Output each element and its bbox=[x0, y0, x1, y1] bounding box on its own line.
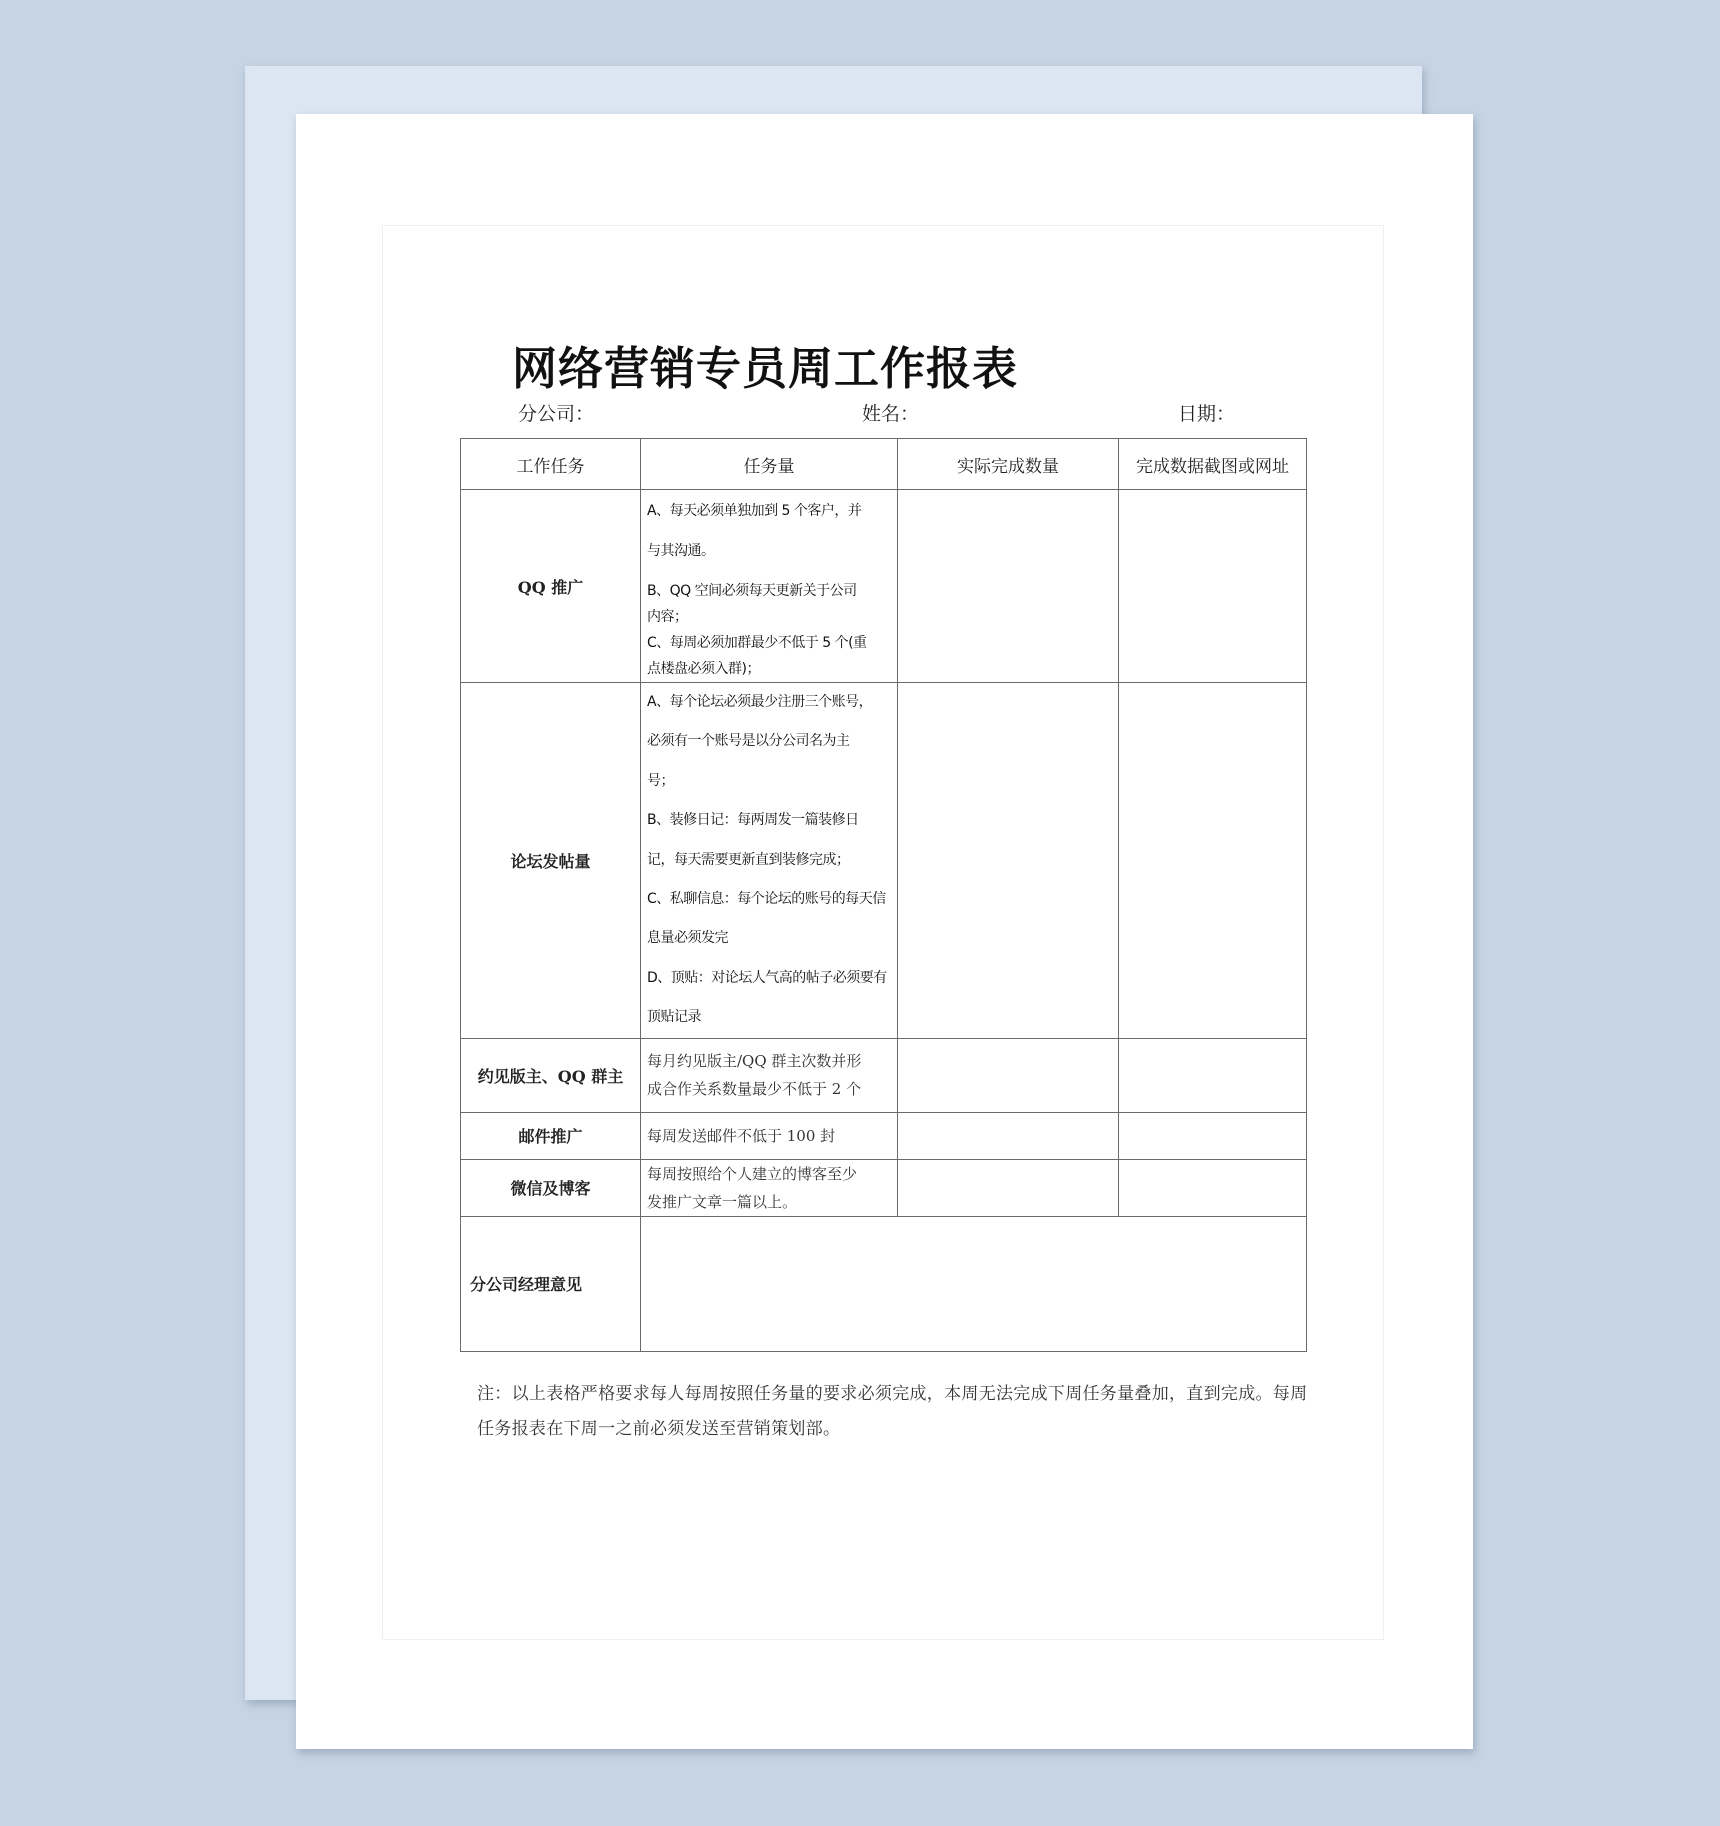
quota-line: C、私聊信息：每个论坛的账号的每天信 bbox=[647, 891, 886, 908]
quota-line: D、顶贴：对论坛人气高的帖子必须要有 bbox=[647, 969, 887, 986]
actual-count-cell[interactable] bbox=[898, 1112, 1119, 1159]
actual-count-cell[interactable] bbox=[898, 683, 1119, 1039]
manager-opinion-cell[interactable] bbox=[641, 1216, 1307, 1351]
date-field-label: 日期： bbox=[1178, 403, 1236, 425]
task-name: QQ 推广 bbox=[461, 490, 641, 683]
table-row bbox=[461, 490, 1307, 683]
quota-line: 与其沟通。 bbox=[647, 543, 715, 559]
evidence-cell[interactable] bbox=[1119, 490, 1307, 683]
actual-count-cell[interactable] bbox=[898, 1038, 1119, 1112]
document-title: 网络营销专员周工作报表 bbox=[511, 342, 1018, 395]
evidence-cell[interactable] bbox=[1119, 1159, 1307, 1216]
task-name: 论坛发帖量 bbox=[461, 683, 641, 1039]
task-quota bbox=[641, 1112, 898, 1159]
task-name: 微信及博客 bbox=[461, 1159, 641, 1216]
task-quota bbox=[641, 1038, 898, 1112]
quota-line: 发推广文章一篇以上。 bbox=[647, 1192, 798, 1211]
quota-line: 内容； bbox=[647, 609, 688, 625]
table-row bbox=[461, 1159, 1307, 1216]
header-task: 工作任务 bbox=[461, 439, 641, 490]
quota-line: 每月约见版主/QQ 群主次数并形 bbox=[647, 1052, 862, 1071]
evidence-cell[interactable] bbox=[1119, 1038, 1307, 1112]
report-body bbox=[460, 438, 1306, 1447]
quota-line: A、每个论坛必须最少注册三个账号， bbox=[647, 694, 873, 710]
evidence-cell[interactable] bbox=[1119, 683, 1307, 1039]
quota-line: 每周按照给个人建立的博客至少 bbox=[647, 1164, 858, 1183]
table-row bbox=[461, 1038, 1307, 1112]
manager-opinion-label: 分公司经理意见 bbox=[461, 1216, 641, 1351]
task-quota bbox=[641, 1159, 898, 1216]
quota-line: 号； bbox=[647, 772, 674, 789]
weekly-report-table bbox=[460, 438, 1307, 1352]
quota-line: C、每周必须加群最少不低于 5 个(重 bbox=[647, 635, 867, 651]
quota-line: 每周发送邮件不低于 100 封 bbox=[647, 1126, 836, 1145]
name-field-label: 姓名： bbox=[862, 403, 920, 425]
header-actual: 实际完成数量 bbox=[898, 439, 1119, 490]
task-quota bbox=[641, 683, 898, 1039]
quota-line: 点楼盘必须入群)； bbox=[647, 661, 760, 677]
quota-line: B、QQ 空间必须每天更新关于公司 bbox=[647, 583, 857, 599]
branch-field-label: 分公司： bbox=[518, 403, 595, 425]
quota-line: 成合作关系数量最少不低于 2 个 bbox=[647, 1080, 862, 1099]
quota-line: 息量必须发完 bbox=[647, 930, 728, 947]
table-row bbox=[461, 1112, 1307, 1159]
quota-line: 记，每天需要更新直到装修完成； bbox=[647, 851, 850, 868]
task-name: 邮件推广 bbox=[461, 1112, 641, 1159]
table-row bbox=[461, 683, 1307, 1039]
quota-line: 必须有一个账号是以分公司名为主 bbox=[647, 733, 850, 750]
table-header-row bbox=[461, 439, 1307, 490]
actual-count-cell[interactable] bbox=[898, 490, 1119, 683]
task-name: 约见版主、QQ 群主 bbox=[461, 1038, 641, 1112]
task-quota bbox=[641, 490, 898, 683]
quota-line: A、每天必须单独加到 5 个客户，并 bbox=[647, 503, 862, 519]
manager-opinion-row bbox=[461, 1216, 1307, 1351]
header-evidence: 完成数据截图或网址 bbox=[1119, 439, 1307, 490]
header-quota: 任务量 bbox=[641, 439, 898, 490]
quota-line: 顶贴记录 bbox=[647, 1009, 701, 1026]
quota-line: B、装修日记：每两周发一篇装修日 bbox=[647, 812, 859, 829]
footnote: 注：以上表格严格要求每人每周按照任务量的要求必须完成，本周无法完成下周任务量叠加，直到完成。每周任务报表在下周一之前必须发送至营销策划部。 bbox=[477, 1383, 1308, 1439]
actual-count-cell[interactable] bbox=[898, 1159, 1119, 1216]
evidence-cell[interactable] bbox=[1119, 1112, 1307, 1159]
